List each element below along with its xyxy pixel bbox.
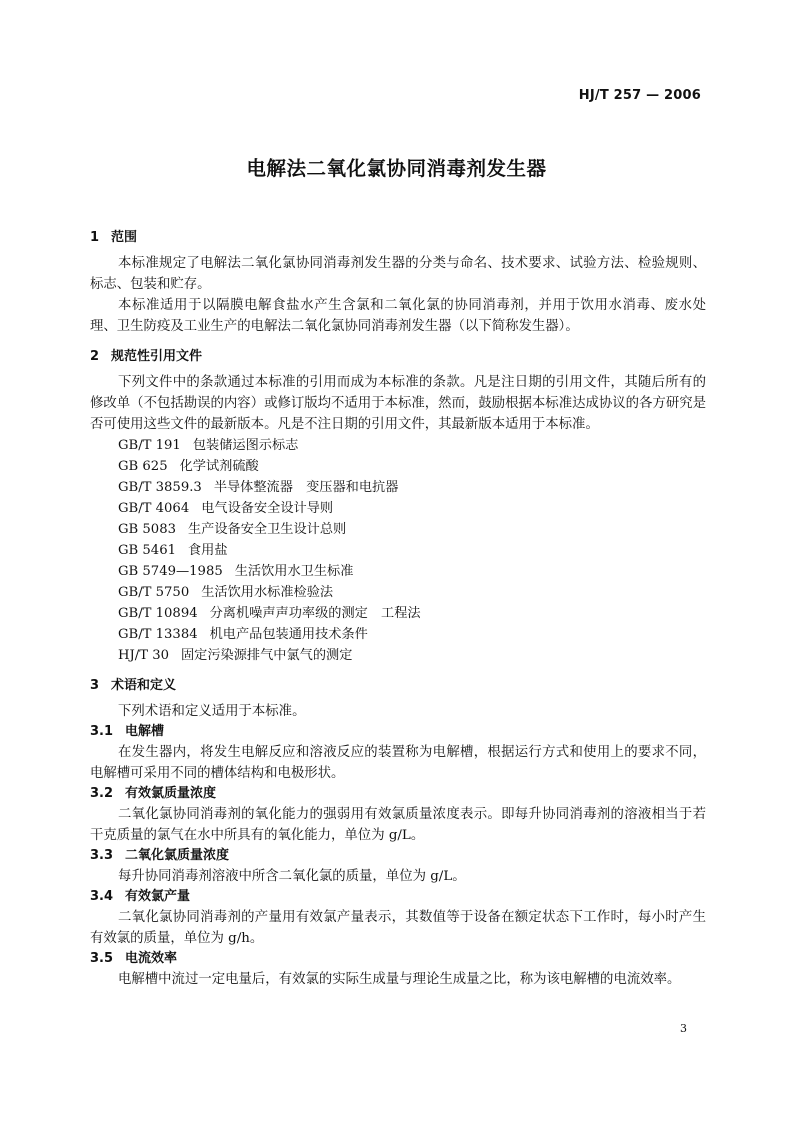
reference-code: GB/T 13384 [118,627,198,642]
term-name: 二氧化氯质量浓度 [125,848,230,863]
reference-title: 电气设备安全设计导则 [201,501,334,516]
section-title: 范围 [111,230,138,245]
term-number: 3.1 [90,724,114,739]
reference-title: 机电产品包装通用技术条件 [209,627,368,642]
reference-title: 化学试剂硫酸 [179,459,259,474]
scope-paragraph: 本标准适用于以隔膜电解食盐水产生含氯和二氧化氯的协同消毒剂，并用于饮用水消毒、废水处理、卫生防疫及工业生产的电解法二氧化氯协同消毒剂发生器（以下简称发生器）。 [90,298,706,334]
section-number: 3 [90,678,100,693]
references-intro: 下列文件中的条款通过本标准的引用而成为本标准的条款。凡是注日期的引用文件，其随后所有的修改单（不包括勘误的内容）或修订版均不适用于本标准，然而，鼓励根据本标准达成协议的各方研究是否可使用这些文件的最新版本。凡是不注日期的引用文件，其最新版本适用于本标准。 [90,375,706,432]
page-number: 3 [680,1022,687,1035]
reference-item [90,540,706,561]
section-heading-scope [90,228,706,248]
reference-code: HJ/T 30 [118,648,169,663]
term-definition: 二氧化氯协同消毒剂的产量用有效氯产量表示，其数值等于设备在额定状态下工作时，每小时产生有效氯的质量，单位为 g/h。 [90,910,706,946]
document-body [90,228,706,990]
term-heading [90,887,706,907]
term-heading [90,784,706,804]
section-title: 术语和定义 [111,678,177,693]
standard-code: HJ/T 257 — 2006 [578,88,701,103]
reference-code: GB 5461 [118,543,176,558]
reference-code: GB/T 10894 [118,606,198,621]
reference-item [90,582,706,603]
reference-item [90,645,706,666]
section-number: 2 [90,349,100,364]
reference-item [90,561,706,582]
section-number: 1 [90,230,100,245]
term-definition: 电解槽中流过一定电量后，有效氯的实际生成量与理论生成量之比，称为该电解槽的电流效率。 [118,972,681,987]
reference-item [90,435,706,456]
reference-item [90,624,706,645]
term-definition: 二氧化氯协同消毒剂的氧化能力的强弱用有效氯质量浓度表示。即每升协同消毒剂的溶液相当于若干克质量的氯气在水中所具有的氧化能力，单位为 g/L。 [90,807,706,843]
reference-title: 半导体整流器 变压器和电抗器 [213,480,399,495]
scope-paragraph: 本标准规定了电解法二氧化氯协同消毒剂发生器的分类与命名、技术要求、试验方法、检验规则、标志、包装和贮存。 [90,256,706,292]
reference-code: GB/T 4064 [118,501,190,516]
term-definition: 在发生器内，将发生电解反应和溶液反应的装置称为电解槽，根据运行方式和使用上的要求不同，电解槽可采用不同的槽体结构和电极形状。 [90,745,706,781]
terms-intro: 下列术语和定义适用于本标准。 [118,704,306,719]
term-heading [90,722,706,742]
reference-item [90,498,706,519]
reference-title: 生活饮用水卫生标准 [234,564,354,579]
document-title: 电解法二氧化氯协同消毒剂发生器 [246,157,547,180]
reference-title: 生产设备安全卫生设计总则 [187,522,347,537]
reference-title: 生活饮用水标准检验法 [201,585,334,600]
reference-code: GB/T 191 [118,438,181,453]
term-number: 3.4 [90,889,114,904]
reference-code: GB 625 [118,459,168,474]
section-heading-references [90,347,706,367]
reference-title: 食用盐 [187,543,228,558]
section-heading-terms [90,676,706,696]
term-name: 电流效率 [125,951,178,966]
reference-item [90,477,706,498]
term-number: 3.2 [90,786,114,801]
reference-title: 固定污染源排气中氯气的测定 [181,648,353,663]
reference-code: GB/T 3859.3 [118,480,202,495]
term-name: 电解槽 [125,724,165,739]
term-definition: 每升协同消毒剂溶液中所含二氧化氯的质量，单位为 g/L。 [118,869,466,884]
section-title: 规范性引用文件 [111,349,203,364]
reference-item [90,519,706,540]
term-number: 3.3 [90,848,114,863]
reference-title: 包装储运图示标志 [192,438,299,453]
term-name: 有效氯产量 [125,889,191,904]
reference-title: 分离机噪声声功率级的测定 工程法 [209,606,421,621]
term-number: 3.5 [90,951,114,966]
reference-code: GB 5749—1985 [118,564,223,579]
reference-code: GB 5083 [118,522,176,537]
reference-code: GB/T 5750 [118,585,190,600]
term-heading [90,949,706,969]
term-name: 有效氯质量浓度 [125,786,217,801]
reference-item [90,603,706,624]
term-heading [90,846,706,866]
reference-item [90,456,706,477]
